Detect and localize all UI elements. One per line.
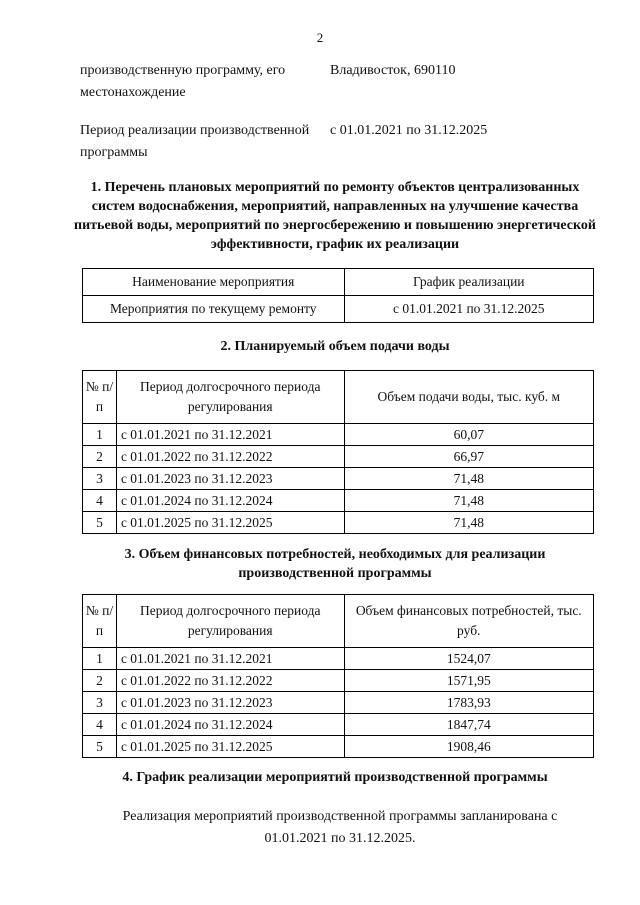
table-cell: с 01.01.2023 по 31.12.2023 [116,468,344,490]
table-cell: 1847,74 [344,714,594,736]
info-label-location: производственную программу, его местонахождение [80,63,286,100]
activities-table [82,268,594,323]
table-row [83,670,594,692]
header-cell: № п/п [83,595,117,648]
table-cell: 1783,93 [344,692,594,714]
table-header-row [83,595,594,648]
table-cell: 4 [83,714,117,736]
table-row [83,490,594,512]
table-cell: 2 [83,446,117,468]
info-value-period: с 01.01.2021 по 31.12.2025 [330,123,488,138]
table-cell: 4 [83,490,117,512]
table-cell: 71,48 [344,512,593,534]
table-cell: Мероприятия по текущему ремонту [83,296,345,323]
table-cell: 1 [83,648,117,670]
header-cell: Объем финансовых потребностей, тыс. руб. [344,595,594,648]
info-label-period: Период реализации производственной программы [80,123,310,160]
table-row [83,468,594,490]
section2-heading: 2. Планируемый объем подачи воды [220,339,450,354]
table-row [83,296,594,323]
table-cell: 1 [83,424,117,446]
table-cell: с 01.01.2022 по 31.12.2022 [116,670,344,692]
table-row [83,424,594,446]
table-cell: 71,48 [344,468,593,490]
page-number: 2 [316,30,324,45]
header-cell: Наименование мероприятия [83,269,345,296]
section3-heading: 3. Объем финансовых потребностей, необходимых для реализации производственной программы [124,547,546,581]
table-cell: с 01.01.2024 по 31.12.2024 [116,714,344,736]
water-supply-table [82,370,594,534]
table-cell: с 01.01.2023 по 31.12.2023 [116,692,344,714]
section4-heading: 4. График реализации мероприятий производственной программы [122,770,548,785]
table-cell: 5 [83,512,117,534]
table-cell: с 01.01.2021 по 31.12.2021 [116,424,344,446]
section1-heading: 1. Перечень плановых мероприятий по ремонту объектов централизованных систем водоснабжения, мероприятий, направленных на улучшение качества питьевой воды, мероприятий по энергосбережению и повышению энергетической эффективности, график их реализации [74,180,596,252]
header-cell: Период долгосрочного периода регулирования [116,371,344,424]
table-cell: 66,97 [344,446,593,468]
info-value-location: Владивосток, 690110 [330,63,456,78]
table-cell: с 01.01.2022 по 31.12.2022 [116,446,344,468]
table-cell: 2 [83,670,117,692]
table-cell: 3 [83,468,117,490]
financial-needs-table [82,594,594,758]
table-cell: 71,48 [344,490,593,512]
table-header-row [83,269,594,296]
table-cell: 1524,07 [344,648,594,670]
header-cell: График реализации [344,269,594,296]
header-cell: Период долгосрочного периода регулирования [116,595,344,648]
table-row [83,736,594,758]
table-cell: с 01.01.2024 по 31.12.2024 [116,490,344,512]
table-header-row [83,371,594,424]
table-row [83,692,594,714]
table-row [83,512,594,534]
header-cell: № п/п [83,371,117,424]
table-cell: 60,07 [344,424,593,446]
section4-text: Реализация мероприятий производственной программы запланирована с 01.01.2021 по 31.12.2025. [122,809,558,846]
table-cell: с 01.01.2025 по 31.12.2025 [116,736,344,758]
table-cell: с 01.01.2025 по 31.12.2025 [116,512,344,534]
table-cell: с 01.01.2021 по 31.12.2021 [116,648,344,670]
header-cell: Объем подачи воды, тыс. куб. м [344,371,593,424]
table-cell: 5 [83,736,117,758]
table-cell: 3 [83,692,117,714]
table-cell: 1571,95 [344,670,594,692]
table-row [83,714,594,736]
table-cell: с 01.01.2021 по 31.12.2025 [344,296,594,323]
table-cell: 1908,46 [344,736,594,758]
table-row [83,648,594,670]
table-row [83,446,594,468]
